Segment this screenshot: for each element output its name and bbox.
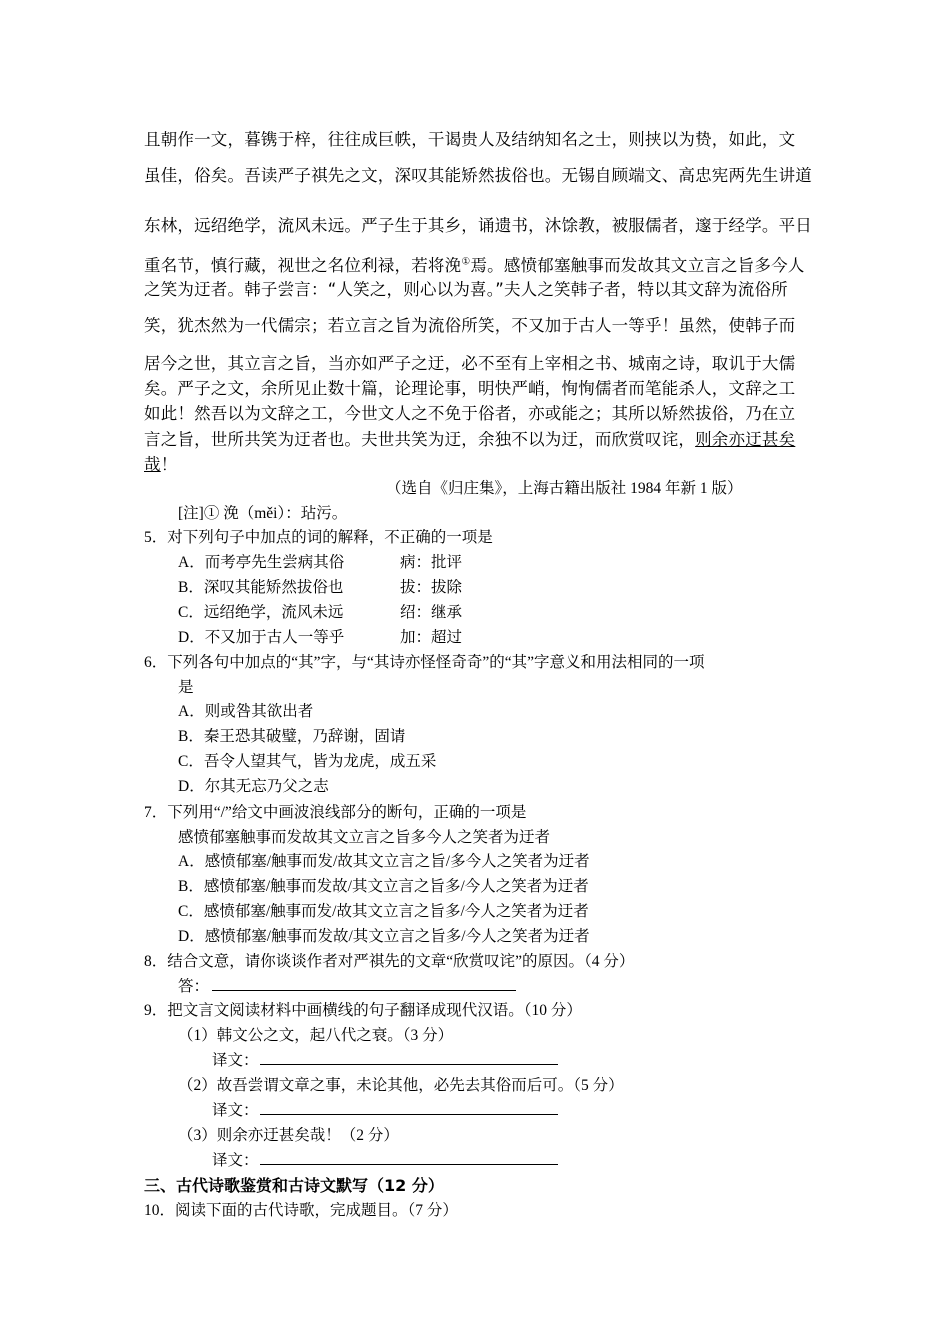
passage-line-8: 矣。严子之文，余所见止数十篇，论理论事，明快严峭，恂恂儒者而笔能杀人，文辞之工 (144, 379, 796, 398)
passage-source: （选自《归庄集》，上海古籍出版社 1984 年新 1 版） (386, 480, 743, 497)
underlined-sentence-3: 则余亦迂甚矣 (695, 430, 796, 449)
q9-item-1: （1）韩文公之文，起八代之衰。（3 分） (178, 1027, 454, 1044)
q8-answer-label: 答： (178, 978, 210, 995)
passage-line-3: 东林，远绍绝学，流风未远。严子生于其乡，诵遗书，沐馀教，被服儒者，邃于经学。平日 (144, 216, 812, 235)
passage-line-10-text: 言之旨，世所共笑为迂者也。夫世共笑为迂，余独不以为迂，而欣赏叹诧， (144, 430, 696, 449)
q6-option-d: D．尔其无忘乃父之志 (178, 778, 329, 795)
q5-option-a-gloss: 病：批评 (400, 554, 463, 571)
q9-item-3: （3）则余亦迂甚矣哉！（2 分） (178, 1127, 399, 1144)
q5-option-c-gloss: 绍：继承 (400, 604, 463, 621)
q7-option-d: D．感愤郁塞/触事而发故/其文立言之旨多/今人之笑者为迂者 (178, 928, 590, 945)
passage-line-2: 虽佳，俗矣。吾读严子祺先之文，深叹其能矫然拔俗也。无锡自顾端文、高忠宪两先生讲道 (144, 166, 812, 185)
passage-line-4 (144, 252, 814, 276)
q9-item-1-answer-line[interactable] (260, 1064, 558, 1065)
passage-line-9: 如此！然吾以为文辞之工，今世文人之不免于俗者，亦或能之；其所以矫然拔俗，乃在立 (144, 404, 796, 423)
q5-option-b: B．深叹其能矫然拔俗也 (178, 579, 344, 596)
passage-line-4-part: 焉。感愤郁塞触事而发故其文立言之旨多今人 (470, 256, 805, 275)
passage-line-4-part: 重名节，慎行藏，视世之名位利禄，若将浼 (144, 256, 462, 275)
q7-stem: 7．下列用“/”给文中画波浪线部分的断句，正确的一项是 (144, 804, 527, 821)
q9-item-2-label: 译文： (212, 1102, 259, 1119)
q6-stem-cont: 是 (178, 679, 194, 696)
underlined-sentence-3-end: 哉 (144, 455, 161, 474)
q10-stem: 10．阅读下面的古代诗歌，完成题目。（7 分） (144, 1202, 458, 1219)
q9-item-2-answer-line[interactable] (260, 1114, 558, 1115)
q5-option-c: C．远绍绝学，流风未远 (178, 604, 344, 621)
passage-end-punct: ！ (160, 455, 178, 474)
q7-option-c: C．感愤郁塞/触事而发/故其文立言之旨多/今人之笑者为迂者 (178, 903, 589, 920)
q8-answer-line[interactable] (212, 990, 516, 991)
q6-option-a: A．则或咎其欲出者 (178, 703, 314, 720)
footnote: [注]① 浼（měi）：玷污。 (178, 505, 348, 522)
q9-item-1-label: 译文： (212, 1052, 259, 1069)
q5-option-d: D．不又加于古人一等乎 (178, 629, 345, 646)
q5-stem: 5．对下列句子中加点的词的解释，不正确的一项是 (144, 529, 493, 546)
q6-stem: 6．下列各句中加点的“其”字，与“其诗亦怪怪奇奇”的“其”字意义和用法相同的一项 (144, 654, 705, 671)
q6-option-c: C．吾令人望其气，皆为龙虎，成五采 (178, 753, 437, 770)
q5-option-d-gloss: 加：超过 (400, 629, 463, 646)
q7-sentence: 感愤郁塞触事而发故其文立言之旨多今人之笑者为迂者 (178, 829, 551, 846)
q5-option-a: A．而考亭先生尝病其俗 (178, 554, 345, 571)
footnote-marker: ① (461, 256, 471, 268)
q9-stem: 9．把文言文阅读材料中画横线的句子翻译成现代汉语。（10 分） (144, 1002, 582, 1019)
q6-option-b: B．秦王恐其破璧，乃辞谢，固请 (178, 728, 406, 745)
passage-line-1: 且朝作一文，暮镌于梓，往往成巨帙，干谒贵人及结纳知名之士，则挟以为贽，如此，文 (144, 130, 796, 149)
q5-option-b-gloss: 拔：拔除 (400, 579, 463, 596)
passage-line-10 (144, 426, 814, 450)
q8-stem: 8．结合文意，请你谈谈作者对严祺先的文章“欣赏叹诧”的原因。（4 分） (144, 953, 635, 970)
passage-line-11 (144, 451, 814, 475)
passage-line-6: 笑，犹杰然为一代儒宗；若立言之旨为流俗所笑，不又加于古人一等乎！虽然，使韩子而 (144, 316, 796, 335)
q9-item-3-label: 译文： (212, 1152, 259, 1169)
q7-option-a: A．感愤郁塞/触事而发/故其文立言之旨/多今人之笑者为迂者 (178, 853, 590, 870)
q9-item-3-answer-line[interactable] (260, 1164, 558, 1165)
passage-line-5: 之笑为迂者。韩子尝言：“人笑之，则心以为喜。”夫人之笑韩子者，特以其文辞为流俗所 (144, 280, 788, 299)
section-3-heading: 三、古代诗歌鉴赏和古诗文默写（12 分） (144, 1176, 444, 1195)
q9-item-2: （2）故吾尝谓文章之事，未论其他，必先去其俗而后可。（5 分） (178, 1077, 624, 1094)
passage-line-7: 居今之世，其立言之旨，当亦如严子之迂，必不至有上宰相之书、城南之诗，取讥于大儒 (144, 354, 796, 373)
q7-option-b: B．感愤郁塞/触事而发故/其文立言之旨多/今人之笑者为迂者 (178, 878, 589, 895)
